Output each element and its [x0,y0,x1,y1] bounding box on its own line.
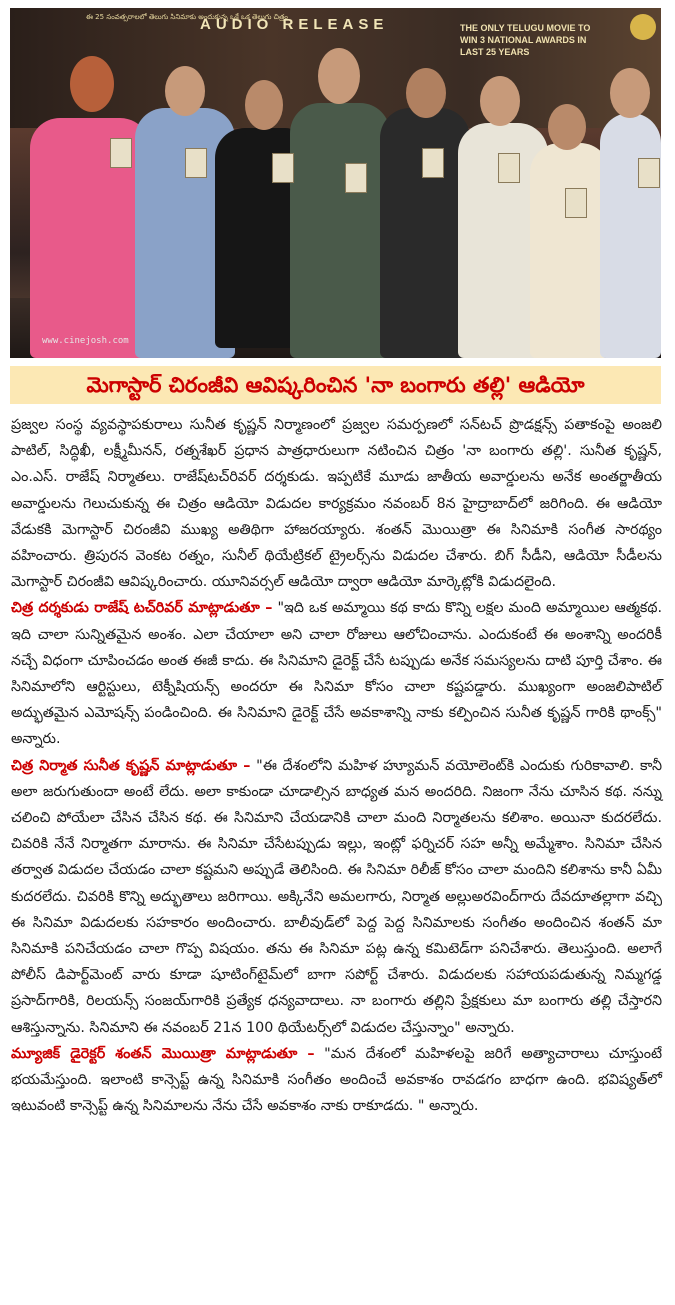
person-head [318,48,360,104]
headline-bar [10,366,661,404]
article-body [11,412,662,1119]
audio-cd-icon [498,153,520,183]
person-figure [290,103,390,358]
person-head [610,68,650,118]
banner-title: AUDIO RELEASE [200,16,389,33]
paragraph-text: "ఈ దేశంలోని మహిళ హ్యూమన్ వయోలెంట్‌కి ఎందుకు గురికావాలి. కానీ అలా జరుగుతుందా అంటే లేదు. అలా కాకుండా చూడాల్సిన బాధ్యత మన అందరిది. నిజంగా నేను చూసిన కథ. నన్ను చలించి పోయేలా చేసిన చేసిన కథ. ఈ సినిమాని చేయడానికి చాలా మంది నిర్మాతలను కలిశాం. అయినా కుదరలేదు. చివరికి నేనే నిర్మాతగా మారాను. ఈ సినిమా చేసేటప్పుడు ఇల్లు, ఇంట్లో ఫర్నిచర్ సహ అన్నీ అమ్మేశాం. సినిమా చేసిన తర్వాత విడుదల చేయడం చాలా కష్టమని అప్పుడే తెలిసింది. ఈ సినిమా రిలీజ్ కోసం చాలా మందిని కలిశాను కానీ ఏమీ కుదరలేదు. చివరికి కొన్ని అద్భుతాలు జరిగాయి. అక్కినేని అమలగారు, నిర్మాత అల్లుఅరవింద్‌గారు దేవదూతల్లాగా వచ్చి ఈ సినిమా విడుదలకు సహకారం అందించారు. బాలీవుడ్‌లో పెద్ద పెద్ద సినిమాలకు సంగీతం అందించిన శంతన్ మా సినిమాకి పనిచేయడం చాలా గొప్ప విషయం. తను ఈ సినిమా పట్ల ఉన్న కమిటెడ్‌గా పనిచేశారు. తెలుస్తుంది. అలాగే పోలీస్ డిపార్ట్‌మెంట్ వారు కూడా షూటింగ్‌టైమ్‌లో బాగా సపోర్ట్ చేశారు. విడుదలకు సహాయపడుతున్న నిమ్మగడ్డ ప్రసాద్‌గారికి, రిలయన్స్ సంజయ్‌గారికి ప్రత్యేక ధన్యవాదాలు. నా బంగారు తల్లిని ప్రేక్షకులు మా బంగారు తల్లి చేస్తారని ఆశిస్తున్నాను. సినిమాని ఈ నవంబర్ 21న 100 థియేటర్స్‌లో విడుదల చేస్తున్నాం" అన్నారు. [11,757,662,1036]
headline: మెగాస్టార్ చిరంజీవి ఆవిష్కరించిన 'నా బంగారు తల్లి' ఆడియో [86,373,585,397]
paragraph-text: "మన దేశంలో మహిళలపై జరిగే అత్యాచారాలు చూస్తుంటే భయమేస్తుంది. ఇలాంటి కాన్సెప్ట్ ఉన్న సినిమాకి సంగీతం అందించే అవకాశం రావడగం బాధగా ఉంది. భవిష్యత్‌లో ఇటువంటి కాన్సెప్ట్ ఉన్న సినిమాలను నేను చేసే అవకాశం నాకు రాకూడదు. " అన్నారు. [11,1045,662,1115]
person-head [480,76,520,126]
audio-cd-icon [345,163,367,193]
event-photo [10,8,661,358]
person-head [548,104,586,150]
person-figure [380,108,470,358]
person-head [165,66,205,116]
article-paragraph [11,412,662,595]
speaker-label: మ్యూజిక్ డైరెక్టర్ శంతన్ మొయిత్రా మాట్లాడుతూ – [11,1045,315,1062]
article-paragraph [11,595,662,752]
article-paragraph [11,1041,662,1120]
speaker-label: చిత్ర నిర్మాత సునీత కృష్ణన్ మాట్లాడుతూ – [11,757,251,774]
speaker-label: చిత్ర దర్శకుడు రాజేష్ టచ్‌రివర్ మాట్లాడుతూ – [11,600,273,617]
banner-small-text: ఈ 25 సంవత్సరాలలో తెలుగు సినిమాకు అందుకున్న ఒకే ఒక తెలుగు చిత్రం [86,13,288,21]
person-head [406,68,446,118]
audio-cd-icon [565,188,587,218]
paragraph-text: "ఇది ఒక అమ్మాయి కథ కాదు కొన్ని లక్షల మంది అమ్మాయిల ఆత్మకథ. ఇది చాలా సున్నితమైన అంశం. ఎలా చేయాలా అని చాలా రోజులు ఆలోచించాను. ఎందుకంటే ఈ అంశాన్ని అందరికీ నచ్చే విధంగా చూపించడం అంత ఈజీ కాదు. ఈ సినిమాని డైరెక్ట్ చేసే టప్పుడు అనేక సమస్యలను దాటి పూర్తి చేశాం. ఈ సినిమాలోని ఆర్టిస్టులు, టెక్నీషియన్స్ అందరూ ఈ సినిమా కోసం చాలా కష్టపడ్డారు. ముఖ్యంగా అంజలిపాటిల్ అద్భుతమైన ఎమోషన్స్ పండించింది. ఈ సినిమాని డైరెక్ట్ చేసే అవకాశాన్ని నాకు కల్పించిన సునీత కృష్ణన్ గారికి థాంక్స్" అన్నారు. [11,600,662,748]
audio-cd-icon [272,153,294,183]
paragraph-text: ప్రజ్వల సంస్థ వ్యవస్థాపకురాలు సునీత కృష్ణన్ నిర్మాణంలో ప్రజ్వల సమర్పణలో సన్‌టచ్ ప్రొడక్షన్స్ పతాకంపై అంజలి పాటిల్, సిద్ధిఖీ, లక్ష్మీమీనన్, రత్నశేఖర్ ప్రధాన పాత్రధారులుగా నటించిన చిత్రం 'నా బంగారు తల్లి'. సునీత కృష్ణన్, ఎం.ఎస్. రాజేష్ నిర్మాతలు. రాజేష్‌టచ్‌రివర్ దర్శకుడు. ఇప్పటికే మూడు జాతీయ అవార్డులను అనేక అంతర్జాతీయ అవార్డులను గెలుచుకున్న ఈ చిత్రం ఆడియో విడుదల కార్యక్రమం నవంబర్ 8న హైద్రాబాద్‌లో జరిగింది. ఈ ఆడియో వేడుకకి మెగాస్టార్ చిరంజీవి ముఖ్య అతిథిగా హాజరయ్యారు. శంతన్ మొయిత్రా ఈ సినిమాకి సంగీత సారథ్యం వహించారు. త్రిపురన వెంకట రత్నం, సునీల్ థియేట్రికల్ ట్రైలర్స్‌ను విడుదల చేశారు. బిగ్ సీడీని, ఆడియో సీడీలను మెగాస్టార్ చిరంజీవి ఆవిష్కరించారు. యూనివర్సల్ ఆడియో ద్వారా ఆడియో మార్కెట్లోకి విడుదలైంది. [11,417,662,591]
person-head [245,80,283,130]
person-figure [30,118,150,358]
audio-cd-icon [422,148,444,178]
photo-watermark: www.cinejosh.com [42,336,129,346]
person-figure [600,113,661,358]
person-figure [530,143,610,358]
person-head [70,56,114,112]
article-paragraph [11,753,662,1041]
audio-cd-icon [638,158,660,188]
banner-award-text: THE ONLY TELUGU MOVIE TO WIN 3 NATIONAL AWARDS IN LAST 25 YEARS [460,23,591,57]
audio-cd-icon [185,148,207,178]
logo-badge-icon [630,14,656,40]
audio-cd-icon [110,138,132,168]
